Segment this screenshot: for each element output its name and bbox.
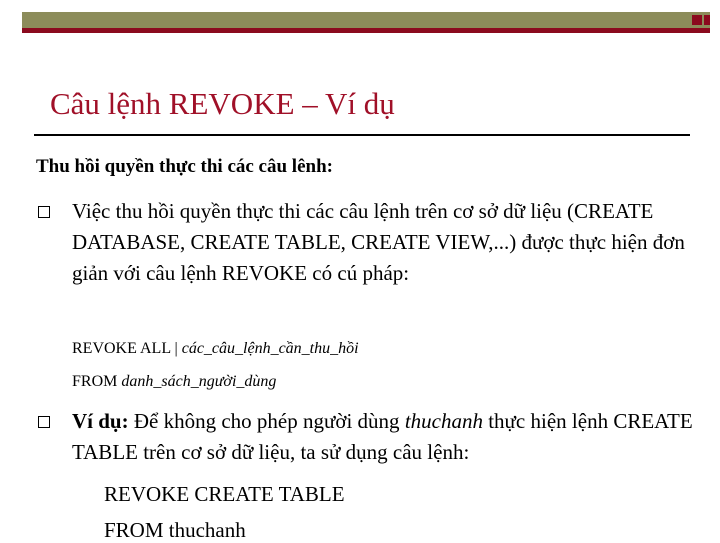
- syntax-line-1: [72, 340, 359, 358]
- example-label: Ví dụ:: [72, 409, 129, 433]
- bullet-square-icon: [38, 416, 50, 428]
- bullet-text-1: Việc thu hồi quyền thực thi các câu lệnh trên cơ sở dữ liệu (CREATE DATABASE, CREATE TABLE, CREATE VIEW,...) được thực hiện đơn giản với câu lệnh REVOKE có cú pháp:: [72, 199, 685, 285]
- bullet-text-2: [72, 406, 702, 468]
- example-command-line-1: REVOKE CREATE TABLE: [104, 482, 345, 506]
- syntax-param: danh_sách_người_dùng: [121, 373, 277, 390]
- syntax-line-2: [72, 373, 276, 391]
- syntax-param: các_câu_lệnh_cần_thu_hồi: [181, 340, 359, 357]
- syntax-keyword: REVOKE ALL |: [72, 340, 182, 357]
- bullet-square-icon: [38, 206, 50, 218]
- example-text-after: thực hiện lệnh CREATE TABLE trên cơ sở dữ liệu, ta sử dụng câu lệnh:: [72, 409, 693, 464]
- example-user: thuchanh: [404, 409, 483, 433]
- slide-title: Câu lệnh REVOKE – Ví dụ: [50, 86, 395, 121]
- top-bar-square-icon: [692, 15, 702, 25]
- section-subheading: Thu hồi quyền thực thi các câu lênh:: [36, 156, 333, 177]
- example-command-line-2: FROM thuchanh: [104, 518, 246, 542]
- top-bar-small-square-icon: [704, 15, 710, 25]
- top-bar-olive-stripe: [22, 12, 710, 28]
- example-text-before: Để không cho phép người dùng: [128, 409, 405, 433]
- title-divider: [34, 134, 690, 136]
- syntax-keyword: FROM: [72, 373, 122, 390]
- top-bar-red-stripe: [22, 28, 710, 33]
- slide-top-bar: [22, 12, 710, 34]
